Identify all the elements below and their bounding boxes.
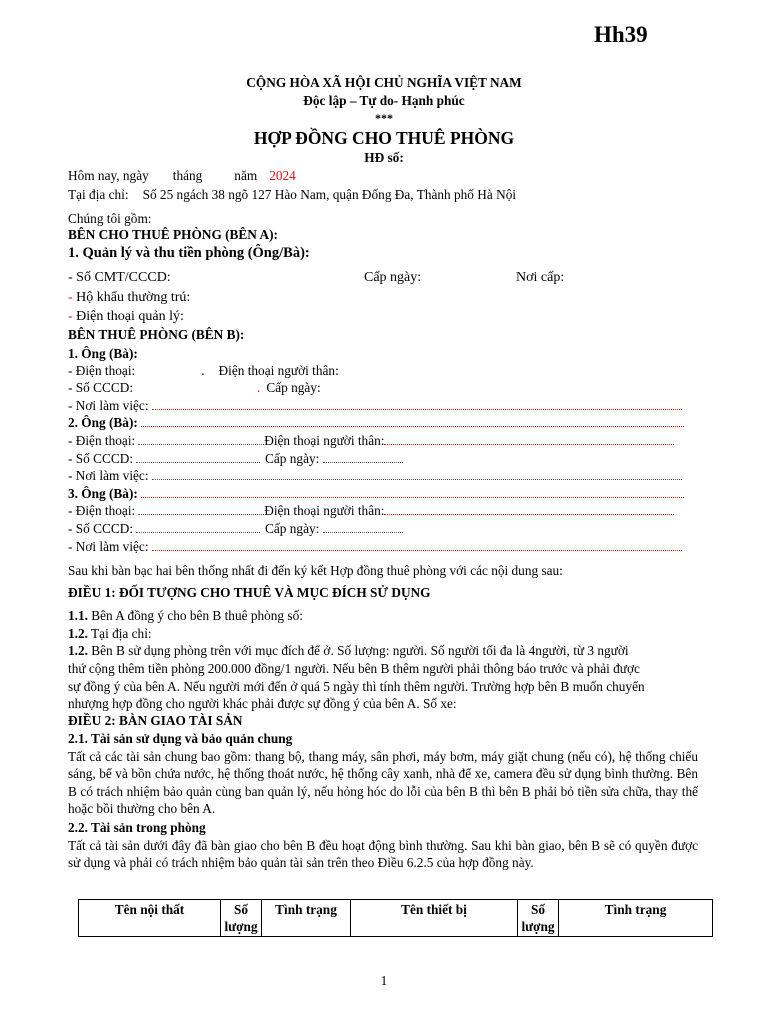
- person-1-label: 1. Ông (Bà):: [68, 346, 138, 361]
- fill-line: [141, 415, 684, 427]
- fill-line: [323, 521, 403, 533]
- party-a-issue-date: Cấp ngày:: [364, 270, 422, 285]
- clause-number: 1.2.: [68, 626, 88, 641]
- fill-line: [138, 433, 264, 445]
- date-month-label: tháng: [172, 168, 203, 183]
- party-a-manager: 1. Quản lý và thu tiền phòng (Ông/Bà):: [68, 245, 310, 261]
- issue-date-label: Cấp ngày:: [265, 521, 320, 536]
- agreement-sentence: Sau khi bàn bạc hai bên thống nhất đi đến ký kết Hợp đồng thuê phòng với các nội dung sau:: [68, 563, 563, 578]
- fill-line: [152, 468, 682, 480]
- fill-line: [141, 486, 684, 498]
- table-header-cell: Tình trạng: [559, 900, 713, 937]
- party-a-issue-place: Nơi cấp:: [516, 270, 565, 285]
- person-2-label: 2. Ông (Bà):: [68, 415, 138, 430]
- cccd-label: - Số CCCD:: [68, 451, 134, 466]
- clause-text: Bên B sử dụng phòng trên với mục đích để ở. Số lượng: người. Số người tối đa là 4người, từ 3 người: [91, 643, 629, 658]
- motto: Độc lập – Tự do- Hạnh phúc: [303, 93, 465, 108]
- asset-table: [78, 899, 713, 937]
- document-code: Hh39: [594, 22, 648, 47]
- address-value: Số 25 ngách 38 ngõ 127 Hào Nam, quận Đống Đa, Thành phố Hà Nội: [142, 187, 517, 202]
- clause-text: Tại địa chỉ:: [91, 626, 152, 641]
- date-prefix: Hôm nay, ngày: [68, 168, 149, 183]
- cccd-label: - Số CCCD:: [68, 521, 134, 536]
- address-label: Tại địa chỉ:: [68, 187, 129, 202]
- party-a-phone-line: [68, 309, 184, 325]
- person-3-line: [68, 486, 684, 502]
- section-2-1-heading: 2.1. Tài sản sử dụng và bảo quản chung: [68, 731, 293, 746]
- table-header-cell: Số lượng: [518, 900, 559, 937]
- person-3-phone-line: [68, 503, 674, 519]
- party-a-id-line: [68, 270, 171, 286]
- workplace-label: - Nơi làm việc:: [68, 468, 149, 483]
- party-a-id-label: - Số CMT/CCCD:: [68, 270, 171, 285]
- table-header-cell: Tình trạng: [262, 900, 351, 937]
- fill-line: [152, 539, 682, 551]
- cccd-label: - Số CCCD:: [68, 380, 134, 395]
- address-line: [68, 187, 516, 203]
- fill-line: [384, 433, 674, 445]
- clause-1-1: [68, 608, 303, 624]
- article-2-heading: ĐIỀU 2: BÀN GIAO TÀI SẢN: [68, 713, 243, 728]
- table-header-cell: Tên nội thất: [79, 900, 221, 937]
- issue-date-label: Cấp ngày:: [265, 451, 320, 466]
- clause-number: 1.1.: [68, 608, 88, 623]
- dash-marker: -: [68, 290, 73, 305]
- workplace-label: - Nơi làm việc:: [68, 539, 149, 554]
- person-1-phone-line: [68, 363, 339, 379]
- fill-line: [323, 451, 403, 463]
- clause-1-2: [68, 626, 152, 642]
- party-a-phone: Điện thoại quản lý:: [76, 309, 184, 324]
- fill-line: [384, 503, 674, 515]
- page-title: HỢP ĐỒNG CHO THUÊ PHÒNG: [253, 128, 515, 148]
- person-3-workplace-line: [68, 539, 682, 555]
- contract-number: HĐ số:: [364, 150, 404, 165]
- article-1-heading: ĐIỀU 1: ĐỐI TƯỢNG CHO THUÊ VÀ MỤC ĐÍCH SỬ DỤNG: [68, 585, 431, 600]
- party-a-household: Hộ khẩu thường trú:: [76, 290, 191, 305]
- date-line: [68, 168, 296, 184]
- fill-line: [136, 451, 260, 463]
- party-a-household-line: [68, 290, 190, 306]
- party-b-heading: BÊN THUÊ PHÒNG (BÊN B):: [68, 327, 245, 342]
- separator-dot: .: [201, 363, 205, 378]
- person-3-label: 3. Ông (Bà):: [68, 486, 138, 501]
- party-a-heading: BÊN CHO THUÊ PHÒNG (BÊN A):: [68, 227, 278, 242]
- person-1-cccd-line: [68, 380, 321, 396]
- table-header-cell: Số lượng: [221, 900, 262, 937]
- clause-1-2b-line-2: thứ cộng thêm tiền phòng 200.000 đồng/1 người. Nếu bên B thêm người phải thông báo trước và phải được: [68, 661, 640, 676]
- stars-divider: ***: [375, 111, 393, 125]
- section-2-2-heading: 2.2. Tài sản trong phòng: [68, 820, 206, 835]
- phone-label: - Điện thoại:: [68, 363, 136, 378]
- section-2-2-text: Tất cả tài sản dưới đây đã bàn giao cho bên B đều hoạt động bình thường. Sau khi bàn giao, bên B sẽ có quyền được sử dụng và phải có trách nhiệm bảo quản tài sản trên theo Điều 6.2.5 của hợp đồng này.: [68, 838, 698, 871]
- section-2-1-text: Tất cả các tài sản chung bao gồm: thang bộ, thang máy, sân phơi, máy bơm, máy giặt chung (nếu có), hệ thống chiếu sáng, bể và bồn chứa nước, hệ thống thoát nước, hệ thống cây xanh, nhà để xe, camera đều sử dụng bình thường. Bên B có trách nhiệm bảo quản cùng ban quản lý, nếu hỏng hóc do lỗi của bên B thì bên B phải bỏ tiền sửa chữa, thay thế hoặc bồi thường cho bên A.: [68, 749, 698, 816]
- fill-line: [138, 503, 264, 515]
- person-2-line: [68, 415, 684, 431]
- workplace-label: - Nơi làm việc:: [68, 398, 149, 413]
- separator-dot: .: [257, 380, 261, 395]
- relative-phone-label: Điện thoại người thân:: [218, 363, 339, 378]
- clause-1-2b-line-1: [68, 643, 629, 659]
- nation-heading: CỘNG HÒA XÃ HỘI CHỦ NGHĨA VIỆT NAM: [246, 75, 522, 90]
- issue-date-label: Cấp ngày:: [266, 380, 321, 395]
- table-header-row: [79, 900, 713, 937]
- clause-1-2b-line-3: sự đồng ý của bên A. Nếu người mới đến ở quá 5 ngày thì tính thêm người. Trường hợp bên B muốn chuyển: [68, 679, 645, 694]
- table-header-cell: Tên thiết bị: [351, 900, 518, 937]
- page-number: 1: [380, 973, 388, 988]
- person-3-cccd-line: [68, 521, 403, 537]
- phone-label: - Điện thoại:: [68, 503, 136, 518]
- parties-intro: Chúng tôi gồm:: [68, 211, 152, 226]
- date-year-label: năm: [234, 168, 258, 183]
- phone-label: - Điện thoại:: [68, 433, 136, 448]
- clause-1-2b-line-4: nhượng hợp đồng cho người khác phải được sự đồng ý của bên A. Số xe:: [68, 696, 457, 711]
- fill-line: [152, 398, 682, 410]
- date-year-value: 2024: [269, 168, 296, 183]
- clause-text: Bên A đồng ý cho bên B thuê phòng số:: [91, 608, 303, 623]
- person-2-workplace-line: [68, 468, 682, 484]
- person-1-workplace-line: [68, 398, 682, 414]
- person-2-phone-line: [68, 433, 674, 449]
- person-2-cccd-line: [68, 451, 403, 467]
- clause-number: 1.2.: [68, 643, 88, 658]
- relative-phone-label: Điện thoại người thân:: [264, 503, 385, 518]
- dash-marker: -: [68, 309, 73, 324]
- relative-phone-label: Điện thoại người thân:: [264, 433, 385, 448]
- fill-line: [136, 521, 260, 533]
